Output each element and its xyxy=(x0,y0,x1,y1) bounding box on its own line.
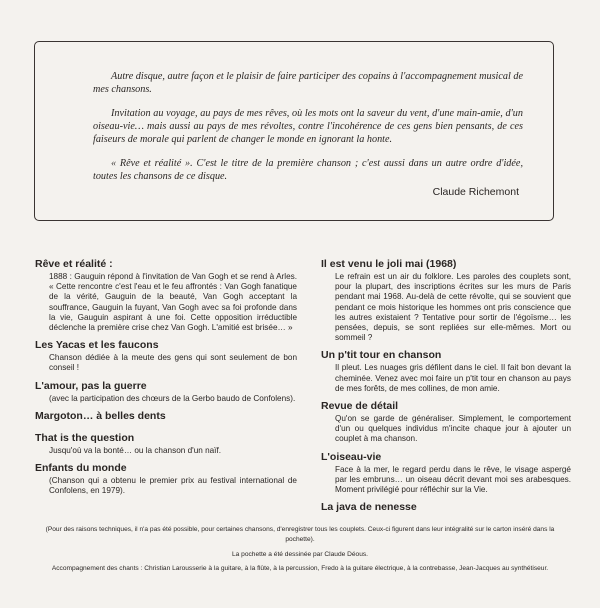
song-description: Il pleut. Les nuages gris défilent dans le ciel. Il fait bon devant la cheminée. Venez avec moi faire un p'tit tour en chanson au pays de mes forêts, de mes collines, de mon amie. xyxy=(335,363,571,393)
song-list-left xyxy=(35,258,297,502)
song-entry xyxy=(321,451,571,496)
song-description: Chanson dédiée à la meute des gens qui sont seulement de bon conseil ! xyxy=(49,353,297,373)
song-entry xyxy=(321,400,571,445)
technical-note: (Pour des raisons techniques, il n'a pas été possible, pour certaines chansons, d'enregistrer tous les couplets. Ceux-ci figurent dans leur intégralité sur le carton inséré dans la pochette). xyxy=(45,526,555,543)
song-title: Un p'tit tour en chanson xyxy=(321,349,442,362)
sleeve-credit: La pochette a été dessinée par Claude Déous. xyxy=(232,551,368,558)
intro-paragraph: Autre disque, autre façon et le plaisir de faire participer des copains à l'accompagnement musical de mes chansons. xyxy=(93,71,523,95)
song-title: La java de nenesse xyxy=(321,501,417,514)
footer-notes xyxy=(0,525,600,573)
song-description: Le refrain est un air du folklore. Les paroles des couplets sont, pour la plupart, des inscriptions écrites sur les murs de Paris pendant mai 1968. Au-delà de cette révolte, qui se souvient que pendant ce mois historique les hommes ont pris conscience que les autres existaient ? Tentative pour sortir de l'égoïsme… les pensées, depuis, se sont repliées sur elle-mêmes. Mort ou sommeil ? xyxy=(335,272,571,343)
song-entry xyxy=(35,462,297,496)
song-description: Face à la mer, le regard perdu dans le rêve, le visage aspergé par les embruns… un oiseau décrit devant moi ses arabesques. Moment privilégié pour réfléchir sur la Vie. xyxy=(335,464,571,495)
intro-box xyxy=(34,41,554,221)
song-title: Enfants du monde xyxy=(35,462,127,475)
song-title: Il est venu le joli mai (1968) xyxy=(321,258,457,270)
song-description: Qu'on se garde de généraliser. Simplement, le comportement d'un ou quelques individus m'incite chaque jour à ajouter un couplet à ma chanson. xyxy=(335,414,571,444)
song-entry xyxy=(321,258,571,343)
signature: Claude Richemont xyxy=(432,186,519,198)
song-entry xyxy=(35,258,297,333)
song-title: L'amour, pas la guerre xyxy=(35,379,147,392)
song-title: Revue de détail xyxy=(321,400,399,413)
song-title: That is the question xyxy=(35,431,135,444)
intro-paragraph: Invitation au voyage, au pays de mes rêves, où les mots ont la saveur du vent, d'une main-amie, d'un oiseau-vie… mais aussi au pays de mes révoltes, contre l'incohérence de ces gens bien pensants, de ces faiseurs de morale qui parlent de changer le monde en ignorant la honte. xyxy=(93,108,523,145)
song-entry xyxy=(35,380,297,404)
song-title: L'oiseau-vie xyxy=(321,450,382,463)
song-title: Les Yacas et les faucons xyxy=(35,339,159,352)
song-description: (Chanson qui a obtenu le premier prix au festival international de Confolens, en 1979). xyxy=(49,476,297,496)
song-title: Rêve et réalité : xyxy=(35,258,113,270)
intro-paragraph: « Rêve et réalité ». C'est le titre de la première chanson ; c'est aussi dans un autre ordre d'idée, toutes les chansons de ce disque. xyxy=(93,158,523,182)
song-entry xyxy=(35,339,297,373)
accompaniment-credit: Accompagnement des chants : Christian Larousserie à la guitare, à la flûte, à la percussion, Fredo à la guitare électrique, à la contrebasse, Jean-Jacques au synthétiseur. xyxy=(51,564,549,572)
song-description: 1888 : Gauguin répond à l'invitation de Van Gogh et se rend à Arles. « Cette rencontre c'est l'eau et le feu affrontés : Van Gogh fanatique de la vérité, Gauguin de la beauté, Van Gogh acceptant la souffrance, Gauguin la fuyant, Van Gogh avec sa foi profonde dans la vie, Gauguin aspirant à une foi. Cette opposition irréductible déclenche la première crise chez Van Gogh. L'amitié est brisée… » xyxy=(49,272,297,333)
song-entry xyxy=(35,432,297,456)
song-entry xyxy=(321,501,571,514)
song-title: Margoton… à belles dents xyxy=(35,409,166,422)
song-entry xyxy=(321,349,571,394)
song-entry xyxy=(35,410,297,423)
song-list-right xyxy=(321,258,571,520)
song-description: Jusqu'où va la bonté… ou la chanson d'un naïf. xyxy=(49,445,222,455)
song-description: (avec la participation des chœurs de la Gerbo baudo de Confolens). xyxy=(49,393,296,403)
